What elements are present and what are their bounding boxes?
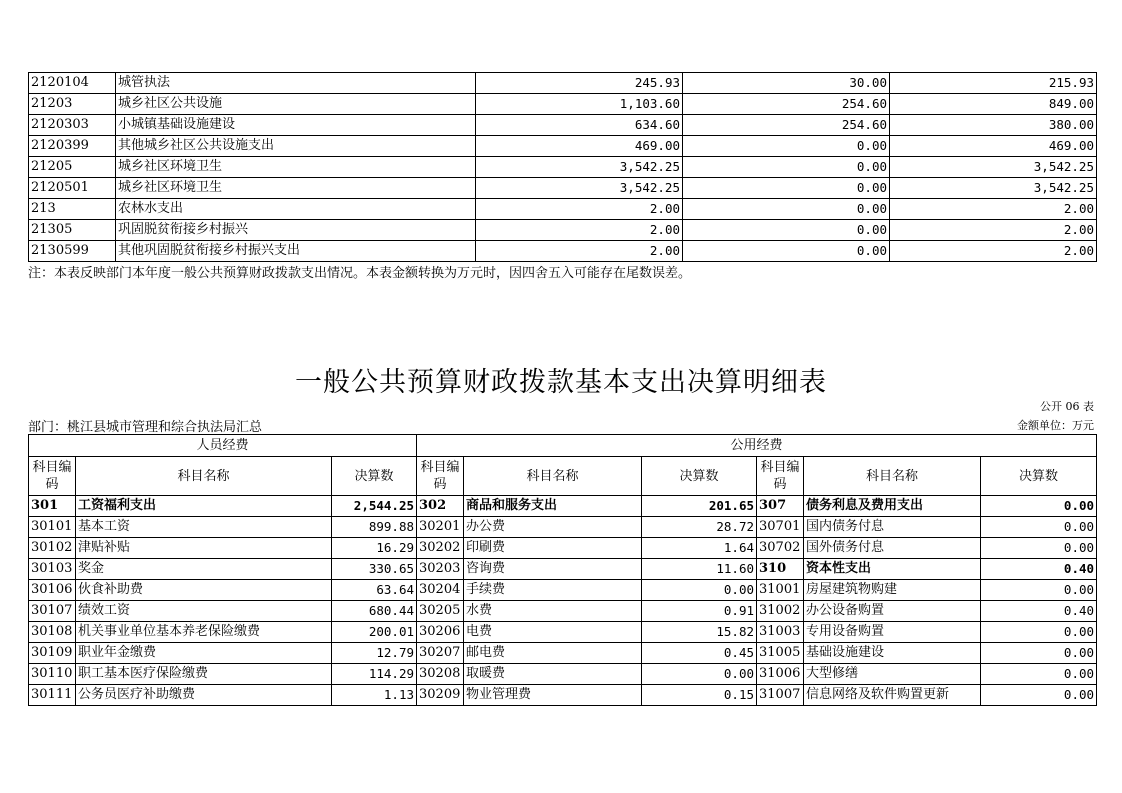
table-row <box>29 664 1097 685</box>
amount-cell: 30.00 <box>683 73 890 94</box>
amount-cell: 330.65 <box>332 559 417 580</box>
subject-name-cell: 办公设备购置 <box>804 601 981 622</box>
col-header-code: 科目编码 <box>29 457 76 496</box>
table-row <box>29 559 1097 580</box>
col-header-amount: 决算数 <box>981 457 1097 496</box>
subject-code-cell: 2120303 <box>29 115 116 136</box>
amount-cell: 2.00 <box>890 220 1097 241</box>
amount-cell: 2,544.25 <box>332 496 417 517</box>
total-amount-cell: 3,542.25 <box>476 157 683 178</box>
total-amount-cell: 2.00 <box>476 241 683 262</box>
amount-cell: 200.01 <box>332 622 417 643</box>
amount-cell: 0.15 <box>642 685 757 706</box>
page-title: 一般公共预算财政拨款基本支出决算明细表 <box>295 367 827 398</box>
subject-name-cell: 其他城乡社区公共设施支出 <box>116 136 476 157</box>
amount-cell: 114.29 <box>332 664 417 685</box>
col-header-amount: 决算数 <box>332 457 417 496</box>
subject-code-cell: 31002 <box>757 601 804 622</box>
subject-name-cell: 大型修缮 <box>804 664 981 685</box>
department-label: 部门：桃江县城市管理和综合执法局汇总 <box>28 420 263 435</box>
amount-cell: 899.88 <box>332 517 417 538</box>
subject-name-cell: 巩固脱贫衔接乡村振兴 <box>116 220 476 241</box>
col-header-name: 科目名称 <box>804 457 981 496</box>
amount-cell: 0.00 <box>981 580 1097 601</box>
subject-name-cell: 取暖费 <box>464 664 642 685</box>
total-amount-cell: 2.00 <box>476 220 683 241</box>
subject-code-cell: 30209 <box>417 685 464 706</box>
table-row <box>29 538 1097 559</box>
subject-name-cell: 物业管理费 <box>464 685 642 706</box>
amount-cell: 63.64 <box>332 580 417 601</box>
subject-name-cell: 房屋建筑物购建 <box>804 580 981 601</box>
subject-code-cell: 2120501 <box>29 178 116 199</box>
amount-cell: 0.00 <box>981 664 1097 685</box>
subject-code-cell: 301 <box>29 496 76 517</box>
table-row <box>29 157 1097 178</box>
subject-code-cell: 30107 <box>29 601 76 622</box>
unit-label: 金额单位：万元 <box>1017 419 1094 432</box>
table-row <box>29 199 1097 220</box>
amount-cell: 254.60 <box>683 115 890 136</box>
subject-name-cell: 城乡社区环境卫生 <box>116 178 476 199</box>
subject-name-cell: 其他巩固脱贫衔接乡村振兴支出 <box>116 241 476 262</box>
subject-code-cell: 30103 <box>29 559 76 580</box>
subject-name-cell: 国外债务付息 <box>804 538 981 559</box>
subject-code-cell: 30106 <box>29 580 76 601</box>
subject-name-cell: 农林水支出 <box>116 199 476 220</box>
amount-cell: 0.40 <box>981 601 1097 622</box>
amount-cell: 215.93 <box>890 73 1097 94</box>
amount-cell: 0.00 <box>683 199 890 220</box>
amount-cell: 201.65 <box>642 496 757 517</box>
subject-code-cell: 21203 <box>29 94 116 115</box>
table-row <box>29 622 1097 643</box>
subject-code-cell: 307 <box>757 496 804 517</box>
amount-cell: 1.13 <box>332 685 417 706</box>
total-amount-cell: 469.00 <box>476 136 683 157</box>
subject-name-cell: 债务利息及费用支出 <box>804 496 981 517</box>
subject-code-cell: 310 <box>757 559 804 580</box>
subject-name-cell: 基础设施建设 <box>804 643 981 664</box>
subject-code-cell: 2120104 <box>29 73 116 94</box>
subject-code-cell: 30110 <box>29 664 76 685</box>
amount-cell: 0.00 <box>981 496 1097 517</box>
subject-code-cell: 30204 <box>417 580 464 601</box>
subject-code-cell: 30108 <box>29 622 76 643</box>
subject-code-cell: 31005 <box>757 643 804 664</box>
subject-code-cell: 30702 <box>757 538 804 559</box>
col-header-code: 科目编码 <box>757 457 804 496</box>
table-row <box>29 220 1097 241</box>
amount-cell: 0.00 <box>683 157 890 178</box>
subject-name-cell: 津贴补贴 <box>76 538 332 559</box>
amount-cell: 3,542.25 <box>890 157 1097 178</box>
table-row <box>29 241 1097 262</box>
subject-code-cell: 30111 <box>29 685 76 706</box>
table-row <box>29 136 1097 157</box>
subject-name-cell: 机关事业单位基本养老保险缴费 <box>76 622 332 643</box>
amount-cell: 0.00 <box>981 643 1097 664</box>
subject-code-cell: 21305 <box>29 220 116 241</box>
subject-code-cell: 21205 <box>29 157 116 178</box>
amount-cell: 0.91 <box>642 601 757 622</box>
table-row <box>29 643 1097 664</box>
amount-cell: 0.00 <box>683 241 890 262</box>
amount-cell: 2.00 <box>890 199 1097 220</box>
table-row <box>29 115 1097 136</box>
col-header-name: 科目名称 <box>76 457 332 496</box>
subject-code-cell: 30205 <box>417 601 464 622</box>
amount-cell: 254.60 <box>683 94 890 115</box>
public-header: 公用经费 <box>417 435 1097 457</box>
amount-cell: 0.40 <box>981 559 1097 580</box>
subject-name-cell: 办公费 <box>464 517 642 538</box>
subject-code-cell: 31003 <box>757 622 804 643</box>
subject-name-cell: 公务员医疗补助缴费 <box>76 685 332 706</box>
subject-code-cell: 30206 <box>417 622 464 643</box>
amount-cell: 28.72 <box>642 517 757 538</box>
subject-name-cell: 小城镇基础设施建设 <box>116 115 476 136</box>
amount-cell: 0.00 <box>981 622 1097 643</box>
total-amount-cell: 3,542.25 <box>476 178 683 199</box>
table-row <box>29 517 1097 538</box>
column-header-row <box>29 457 1097 496</box>
subject-name-cell: 绩效工资 <box>76 601 332 622</box>
total-amount-cell: 1,103.60 <box>476 94 683 115</box>
subject-name-cell: 职业年金缴费 <box>76 643 332 664</box>
amount-cell: 380.00 <box>890 115 1097 136</box>
subject-name-cell: 工资福利支出 <box>76 496 332 517</box>
amount-cell: 0.00 <box>642 580 757 601</box>
subject-code-cell: 30203 <box>417 559 464 580</box>
subject-name-cell: 邮电费 <box>464 643 642 664</box>
amount-cell: 0.00 <box>683 220 890 241</box>
subject-name-cell: 城乡社区环境卫生 <box>116 157 476 178</box>
amount-cell: 0.00 <box>683 178 890 199</box>
subject-name-cell: 手续费 <box>464 580 642 601</box>
amount-cell: 0.00 <box>981 538 1097 559</box>
subject-name-cell: 专用设备购置 <box>804 622 981 643</box>
table-row <box>29 496 1097 517</box>
amount-cell: 0.00 <box>683 136 890 157</box>
subject-name-cell: 水费 <box>464 601 642 622</box>
subject-code-cell: 213 <box>29 199 116 220</box>
subject-code-cell: 30701 <box>757 517 804 538</box>
amount-cell: 11.60 <box>642 559 757 580</box>
col-header-amount: 决算数 <box>642 457 757 496</box>
amount-cell: 3,542.25 <box>890 178 1097 199</box>
amount-cell: 12.79 <box>332 643 417 664</box>
subject-name-cell: 城乡社区公共设施 <box>116 94 476 115</box>
subject-name-cell: 伙食补助费 <box>76 580 332 601</box>
subject-code-cell: 30109 <box>29 643 76 664</box>
table-row <box>29 580 1097 601</box>
subject-code-cell: 302 <box>417 496 464 517</box>
subject-code-cell: 30102 <box>29 538 76 559</box>
amount-cell: 680.44 <box>332 601 417 622</box>
amount-cell: 16.29 <box>332 538 417 559</box>
total-amount-cell: 2.00 <box>476 199 683 220</box>
total-amount-cell: 634.60 <box>476 115 683 136</box>
subject-code-cell: 31007 <box>757 685 804 706</box>
table-row <box>29 178 1097 199</box>
table-row <box>29 94 1097 115</box>
subject-name-cell: 奖金 <box>76 559 332 580</box>
amount-cell: 0.00 <box>981 685 1097 706</box>
subject-name-cell: 印刷费 <box>464 538 642 559</box>
subject-name-cell: 商品和服务支出 <box>464 496 642 517</box>
subject-name-cell: 资本性支出 <box>804 559 981 580</box>
amount-cell: 0.45 <box>642 643 757 664</box>
amount-cell: 2.00 <box>890 241 1097 262</box>
subject-code-cell: 2130599 <box>29 241 116 262</box>
subject-code-cell: 31001 <box>757 580 804 601</box>
amount-cell: 469.00 <box>890 136 1097 157</box>
subject-name-cell: 职工基本医疗保险缴费 <box>76 664 332 685</box>
col-header-code: 科目编码 <box>417 457 464 496</box>
subject-code-cell: 30101 <box>29 517 76 538</box>
basic-expenditure-detail-table <box>28 434 1097 706</box>
subject-code-cell: 30207 <box>417 643 464 664</box>
subject-name-cell: 城管执法 <box>116 73 476 94</box>
subject-name-cell: 国内债务付息 <box>804 517 981 538</box>
table-row <box>29 73 1097 94</box>
subject-code-cell: 2120399 <box>29 136 116 157</box>
amount-cell: 0.00 <box>642 664 757 685</box>
table-row <box>29 685 1097 706</box>
amount-cell: 849.00 <box>890 94 1097 115</box>
amount-cell: 0.00 <box>981 517 1097 538</box>
subject-name-cell: 咨询费 <box>464 559 642 580</box>
personnel-header: 人员经费 <box>29 435 417 457</box>
table-row <box>29 601 1097 622</box>
amount-cell: 1.64 <box>642 538 757 559</box>
total-amount-cell: 245.93 <box>476 73 683 94</box>
subject-code-cell: 30201 <box>417 517 464 538</box>
amount-cell: 15.82 <box>642 622 757 643</box>
subject-name-cell: 信息网络及软件购置更新 <box>804 685 981 706</box>
subject-code-cell: 31006 <box>757 664 804 685</box>
col-header-name: 科目名称 <box>464 457 642 496</box>
form-code-label: 公开 06 表 <box>1040 400 1094 413</box>
subject-name-cell: 基本工资 <box>76 517 332 538</box>
subject-code-cell: 30208 <box>417 664 464 685</box>
subject-code-cell: 30202 <box>417 538 464 559</box>
group-header-row <box>29 435 1097 457</box>
table-note: 注：本表反映部门本年度一般公共预算财政拨款支出情况。本表金额转换为万元时，因四舍五入可能存在尾数误差。 <box>28 266 692 281</box>
top-expenditure-table <box>28 72 1097 262</box>
subject-name-cell: 电费 <box>464 622 642 643</box>
